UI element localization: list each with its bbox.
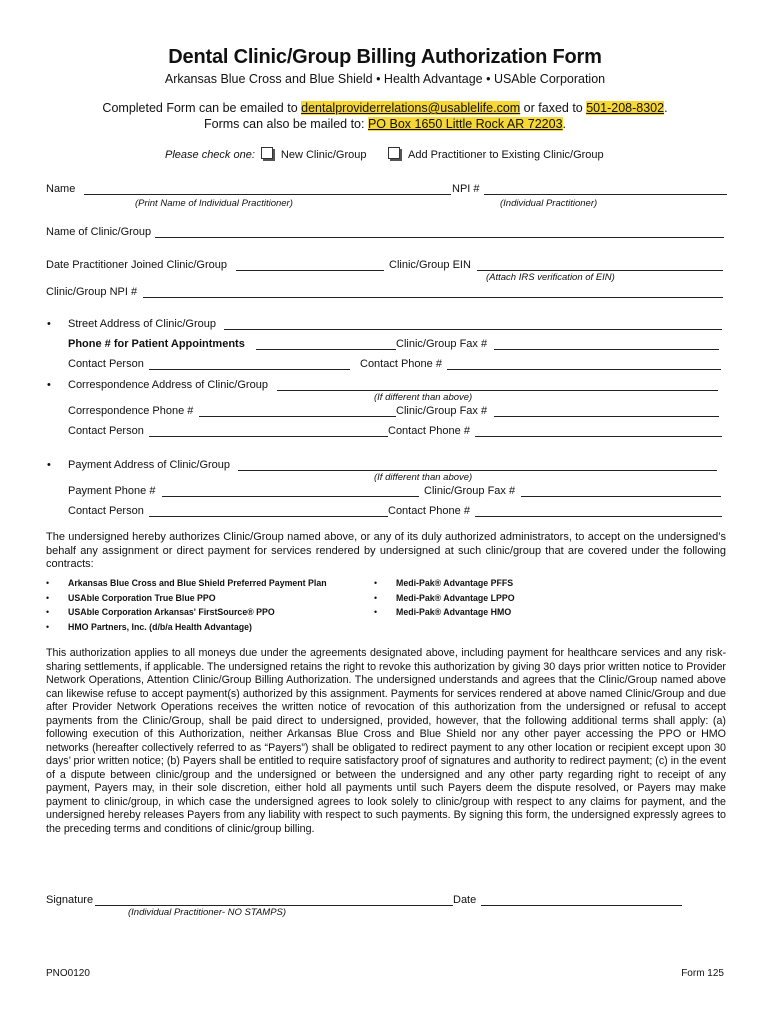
contact-phone1-label: Contact Phone # <box>360 358 442 370</box>
ein-label: Clinic/Group EIN <box>389 259 471 271</box>
form-subtitle: Arkansas Blue Cross and Blue Shield • Health Advantage • USAble Corporation <box>164 72 606 86</box>
signature-label: Signature <box>46 894 94 906</box>
date-field[interactable] <box>481 905 682 906</box>
clinic-npi-label: Clinic/Group NPI # <box>46 286 138 298</box>
contact2-label: Contact Person <box>68 425 144 437</box>
contact-phone2-field[interactable] <box>475 436 722 437</box>
contact1-label: Contact Person <box>68 358 144 370</box>
ein-note: (Attach IRS verification of EIN) <box>486 272 615 283</box>
pay-diff-note: (If different than above) <box>374 472 473 483</box>
authorization-body: This authorization applies to all moneys due under the agreements designated above, including payment for healthcare services and any risk-sharing settlements, if applicable. The undersigned retains the right to revoke this authorization by giving 30 days prior written notice to Provider Network Operations, Attention Clinic/Group Billing Authorization. The undersigned understands and agrees that the Clinic/Group named above can likewise refuse to accept payment(s) authorized by this assignment. Payments for services rendered at above named Clinic/Group and due after Provider Network Operations receives the written notice of revocation of this authorization from the undersigned or refusal to accept payments from the Clinic/Group, shall be paid direct to undersigned, provided, however, that the following additional terms shall apply: (a) following execution of this Authorization, neither Arkansas Blue Cross and Blue Shield nor any other payer accessing the PPO or HMO networks (hereafter collectively referred to as “Payers”) shall be obligated to redirect payment to any other location or recipient except upon 30 days’ prior written notice; (b) Payers shall be entitled to require satisfactory proof of signatures and authority to redirect payment; (c) in the event of a dispute between clinic/group and the undersigned or between the undersigned and any other party regarding right to receipt of any payment, Payers may, in their sole discretion, either hold all payments until such Payers deem the dispute resolved, or Payers may make payment to clinic/group, in which case the undersigned agrees to look solely to clinic/group with respect to any claims for payment, and the undersigned hereby releases Payers from any liability with respect to such payments. By signing this form, the undersigned expressly agrees to the preceding terms and conditions of clinic/group billing. <box>46 647 726 835</box>
signature-note: (Individual Practitioner- NO STAMPS) <box>128 907 287 918</box>
check-prompt: Please check one: <box>165 149 255 161</box>
bullet-street: • <box>47 318 51 330</box>
bullet-correspondence: • <box>47 379 51 391</box>
contract-item: • HMO Partners, Inc. (d/b/a Health Advantage) <box>46 620 327 635</box>
contract-item: • USAble Corporation True Blue PPO <box>46 591 327 606</box>
fax1-field[interactable] <box>494 349 719 350</box>
check-option-2 <box>382 147 604 162</box>
name-field[interactable] <box>84 194 451 195</box>
clinic-name-field[interactable] <box>155 237 724 238</box>
fax3-label: Clinic/Group Fax # <box>424 485 516 497</box>
authorization-intro: The undersigned hereby authorizes Clinic/Group named above, or any of its duly authorized administrators, to accept on the undersigned’s behalf any assignment or direct payment for services rendered by undersigned at such clinic/group that are covered under the following contracts: <box>46 531 726 570</box>
pay-address-label: Payment Address of Clinic/Group <box>68 459 231 471</box>
clinic-name-label: Name of Clinic/Group <box>46 226 152 238</box>
contracts-right <box>374 576 515 620</box>
name-label: Name <box>46 183 76 195</box>
contact-phone3-label: Contact Phone # <box>388 505 470 517</box>
bullet-payment: • <box>47 459 51 471</box>
contact-phone2-label: Contact Phone # <box>388 425 470 437</box>
fax1-label: Clinic/Group Fax # <box>396 338 488 350</box>
clinic-npi-field[interactable] <box>143 297 723 298</box>
mail-address: PO Box 1650 Little Rock AR 72203 <box>367 117 563 131</box>
contact2-field[interactable] <box>149 436 388 437</box>
fax2-field[interactable] <box>494 416 719 417</box>
signature-field[interactable] <box>95 905 453 906</box>
npi-label: NPI # <box>452 183 480 195</box>
footer-form-number: Form 125 <box>681 968 724 979</box>
date-label: Date <box>453 894 477 906</box>
corr-address-label: Correspondence Address of Clinic/Group <box>68 379 268 391</box>
pay-address-field[interactable] <box>238 470 717 471</box>
corr-address-field[interactable] <box>277 390 718 391</box>
contact1-field[interactable] <box>149 369 350 370</box>
checkbox-add-practitioner[interactable] <box>388 147 400 159</box>
npi-field[interactable] <box>484 194 727 195</box>
street-field[interactable] <box>224 329 722 330</box>
phone-appt-label: Phone # for Patient Appointments <box>68 338 245 350</box>
check-one-row <box>165 147 366 162</box>
pay-phone-field[interactable] <box>162 496 419 497</box>
npi-note: (Individual Practitioner) <box>500 198 598 209</box>
date-joined-field[interactable] <box>236 270 384 271</box>
email-link[interactable]: dentalproviderrelations@usablelife.com <box>301 101 521 115</box>
pay-phone-label: Payment Phone # <box>68 485 156 497</box>
contact3-label: Contact Person <box>68 505 144 517</box>
checkbox-new-clinic[interactable] <box>261 147 273 159</box>
corr-diff-note: (If different than above) <box>374 392 473 403</box>
form-title: Dental Clinic/Group Billing Authorization Form <box>168 46 602 68</box>
contact-phone3-field[interactable] <box>475 516 722 517</box>
contract-item: • Medi-Pak® Advantage PFFS <box>374 576 515 591</box>
fax3-field[interactable] <box>521 496 721 497</box>
phone-appt-field[interactable] <box>256 349 396 350</box>
corr-phone-label: Correspondence Phone # <box>68 405 194 417</box>
ein-field[interactable] <box>477 270 723 271</box>
street-label: Street Address of Clinic/Group <box>68 318 216 330</box>
footer-code: PNO0120 <box>46 968 90 979</box>
date-joined-label: Date Practitioner Joined Clinic/Group <box>46 259 227 271</box>
email-fax-line: Completed Form can be emailed to dentalproviderrelations@usablelife.com or faxed to 501-208-8302. <box>102 101 668 115</box>
contracts-left <box>46 576 327 634</box>
name-note: (Print Name of Individual Practitioner) <box>135 198 293 209</box>
fax2-label: Clinic/Group Fax # <box>396 405 488 417</box>
contract-item: • Arkansas Blue Cross and Blue Shield Preferred Payment Plan <box>46 576 327 591</box>
contract-item: • USAble Corporation Arkansas' FirstSource® PPO <box>46 605 327 620</box>
corr-phone-field[interactable] <box>199 416 396 417</box>
mail-line: Forms can also be mailed to: PO Box 1650 Little Rock AR 72203. <box>203 117 566 131</box>
option-new-clinic-label: New Clinic/Group <box>280 149 367 161</box>
contract-item: • Medi-Pak® Advantage LPPO <box>374 591 515 606</box>
fax-number: 501-208-8302 <box>586 101 665 115</box>
contract-item: • Medi-Pak® Advantage HMO <box>374 605 515 620</box>
contact-phone1-field[interactable] <box>447 369 721 370</box>
option-add-practitioner-label: Add Practitioner to Existing Clinic/Group <box>408 149 604 161</box>
contact3-field[interactable] <box>149 516 388 517</box>
